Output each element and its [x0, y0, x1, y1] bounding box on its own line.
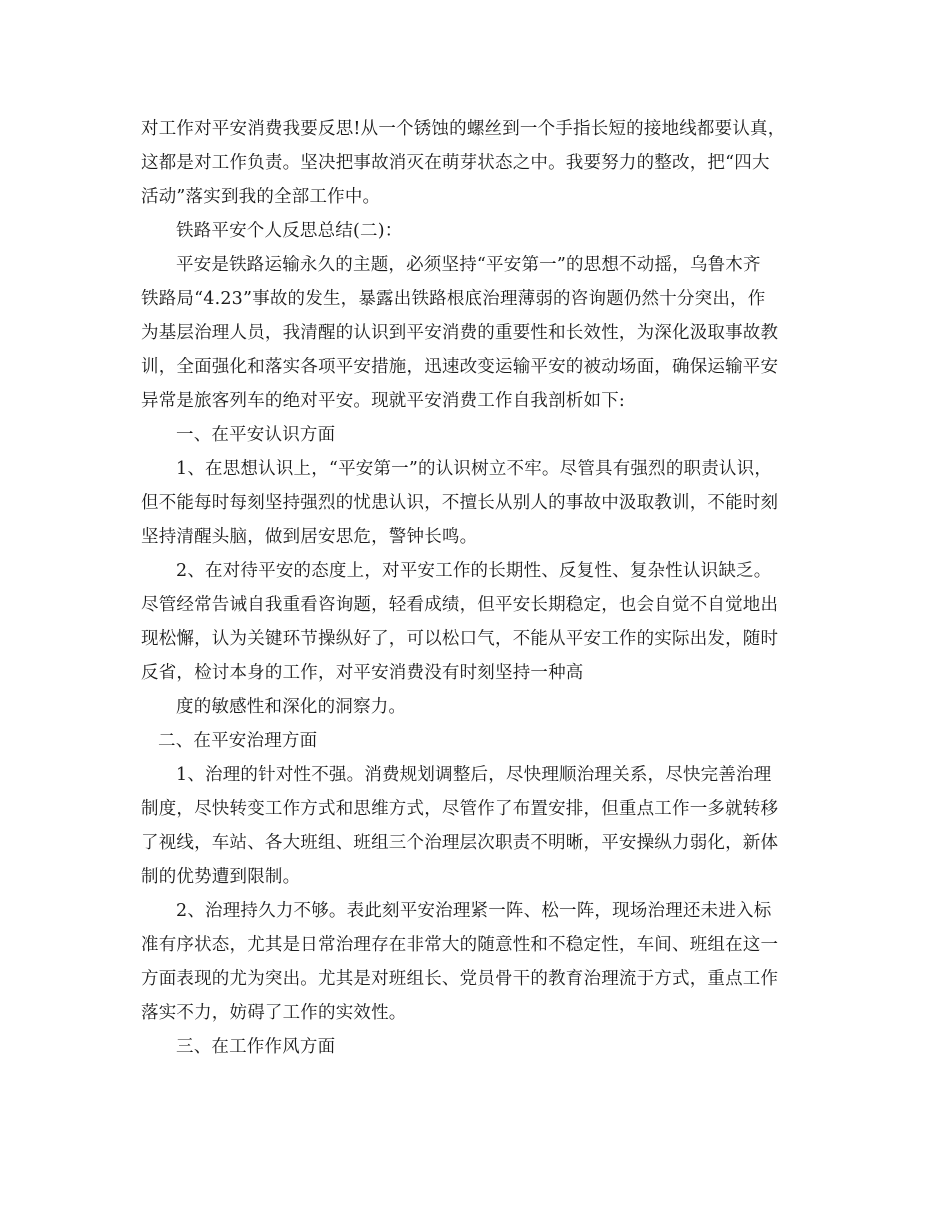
text-line: 1、在思想认识上，“平安第一”的认识树立不牢。尽管具有强烈的职责认识，: [176, 459, 773, 479]
text-line: 尽管经常告诫自我重看咨询题，轻看成绩，但平安长期稳定，也会自觉不自觉地出: [141, 595, 779, 615]
text-line: 但不能每时每刻坚持强烈的忧患认识，不擅长从别人的事故中汲取教训，不能时刻: [141, 493, 779, 513]
text-line: 训，全面强化和落实各项平安措施，迅速改变运输平安的被动场面，确保运输平安: [141, 357, 779, 377]
text-line: 铁路局“4.23”事故的发生，暴露出铁路根底治理薄弱的咨询题仍然十分突出，作: [141, 289, 766, 309]
text-line: 平安是铁路运输永久的主题，必须坚持“平安第一”的思想不动摇，乌鲁木齐: [176, 255, 761, 275]
section-heading: 三、在工作作风方面: [176, 1037, 336, 1057]
text-line: 1、治理的针对性不强。消费规划调整后，尽快理顺治理关系，尽快完善治理: [176, 765, 772, 785]
text-line: 现松懈，认为关键环节操纵好了，可以松口气，不能从平安工作的实际出发，随时: [141, 629, 779, 649]
text-line: 了视线，车站、各大班组、班组三个治理层次职责不明晰，平安操纵力弱化，新体: [141, 833, 779, 853]
text-line: 反省，检讨本身的工作，对平安消费没有时刻坚持一种高: [141, 663, 584, 683]
text-line: 制的优势遭到限制。: [141, 867, 301, 887]
section-heading: 一、在平安认识方面: [176, 425, 336, 445]
text-line: 为基层治理人员，我清醒的认识到平安消费的重要性和长效性，为深化汲取事故教: [141, 323, 779, 343]
text-line: 坚持清醒头脑，做到居安思危，警钟长鸣。: [141, 527, 478, 547]
text-line: 2、在对待平安的态度上，对平安工作的长期性、反复性、复杂性认识缺乏。: [176, 561, 772, 581]
section-heading: 铁路平安个人反思总结(二)：: [176, 221, 403, 241]
text-line: 异常是旅客列车的绝对平安。现就平安消费工作自我剖析如下:: [141, 391, 625, 411]
text-line: 对工作对平安消费我要反思!从一个锈蚀的螺丝到一个手指长短的接地线都要认真，: [141, 119, 786, 139]
text-line: 度的敏感性和深化的洞察力。: [176, 697, 407, 717]
text-line: 这都是对工作负责。坚决把事故消灭在萌芽状态之中。我要努力的整改，把“四大: [141, 153, 770, 173]
text-line: 制度，尽快转变工作方式和思维方式，尽管作了布置安排，但重点工作一多就转移: [141, 799, 779, 819]
text-line: 活动”落实到我的全部工作中。: [141, 187, 381, 207]
section-heading: 二、在平安治理方面: [158, 731, 318, 751]
text-line: 落实不力，妨碍了工作的实效性。: [141, 1003, 407, 1023]
text-line: 2、治理持久力不够。表此刻平安治理紧一阵、松一阵，现场治理还未进入标: [176, 901, 772, 921]
text-line: 方面表现的尤为突出。尤其是对班组长、党员骨干的教育治理流于方式，重点工作: [141, 969, 779, 989]
text-line: 准有序状态，尤其是日常治理存在非常大的随意性和不稳定性，车间、班组在这一: [141, 935, 779, 955]
